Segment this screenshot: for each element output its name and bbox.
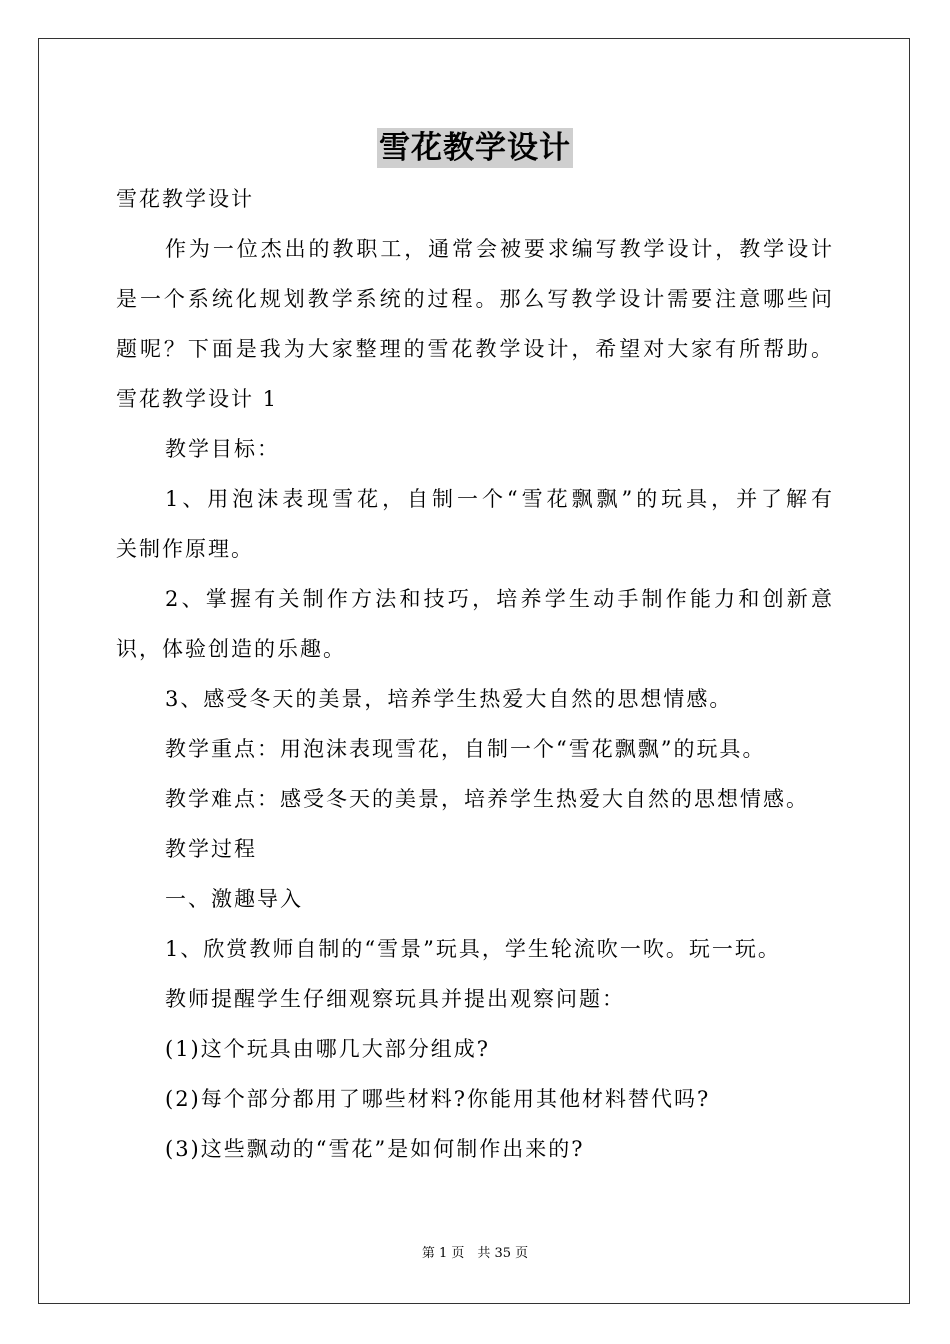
paragraph-line: 作为一位杰出的教职工，通常会被要求编写教学设计，教学设计 [165,237,832,261]
paragraph-line: 是一个系统化规划教学系统的过程。那么写教学设计需要注意哪些问 [116,287,832,311]
paragraph-line: 1、欣赏教师自制的“雪景”玩具，学生轮流吹一吹。玩一玩。 [165,937,781,961]
paragraph-line: 3、感受冬天的美景，培养学生热爱大自然的思想情感。 [165,687,733,711]
paragraph-line: 识，体验创造的乐趣。 [116,637,346,661]
paragraph-line: (3)这些飘动的“雪花”是如何制作出来的? [165,1137,585,1161]
paragraph-line: 关制作原理。 [116,537,254,561]
paragraph-line: 教学目标： [165,437,280,461]
paragraph-line: (1)这个玩具由哪几大部分组成? [165,1037,491,1061]
section-heading: 雪花教学设计 1 [116,387,279,411]
paragraph-line: 一、激趣导入 [165,887,303,911]
paragraph-line: 题呢？下面是我为大家整理的雪花教学设计，希望对大家有所帮助。 [116,337,832,361]
paragraph-line: 教师提醒学生仔细观察玩具并提出观察问题： [165,987,625,1011]
paragraph-line: 2、掌握有关制作方法和技巧，培养学生动手制作能力和创新意 [165,587,832,611]
page-footer: 第 1 页 共 35 页 [421,1246,529,1261]
doc-subtitle: 雪花教学设计 [116,187,254,211]
title-container [0,128,950,168]
document-title: 雪花教学设计 [379,130,571,166]
paragraph-line: 教学难点：感受冬天的美景，培养学生热爱大自然的思想情感。 [165,787,809,811]
page-border [38,38,910,1304]
paragraph-line: 教学重点：用泡沫表现雪花，自制一个“雪花飘飘”的玩具。 [165,737,766,761]
paragraph-line: 教学过程 [165,837,257,861]
paragraph-line: (2)每个部分都用了哪些材料?你能用其他材料替代吗? [165,1087,711,1111]
paragraph-line: 1、用泡沫表现雪花，自制一个“雪花飘飘”的玩具，并了解有 [165,487,832,511]
